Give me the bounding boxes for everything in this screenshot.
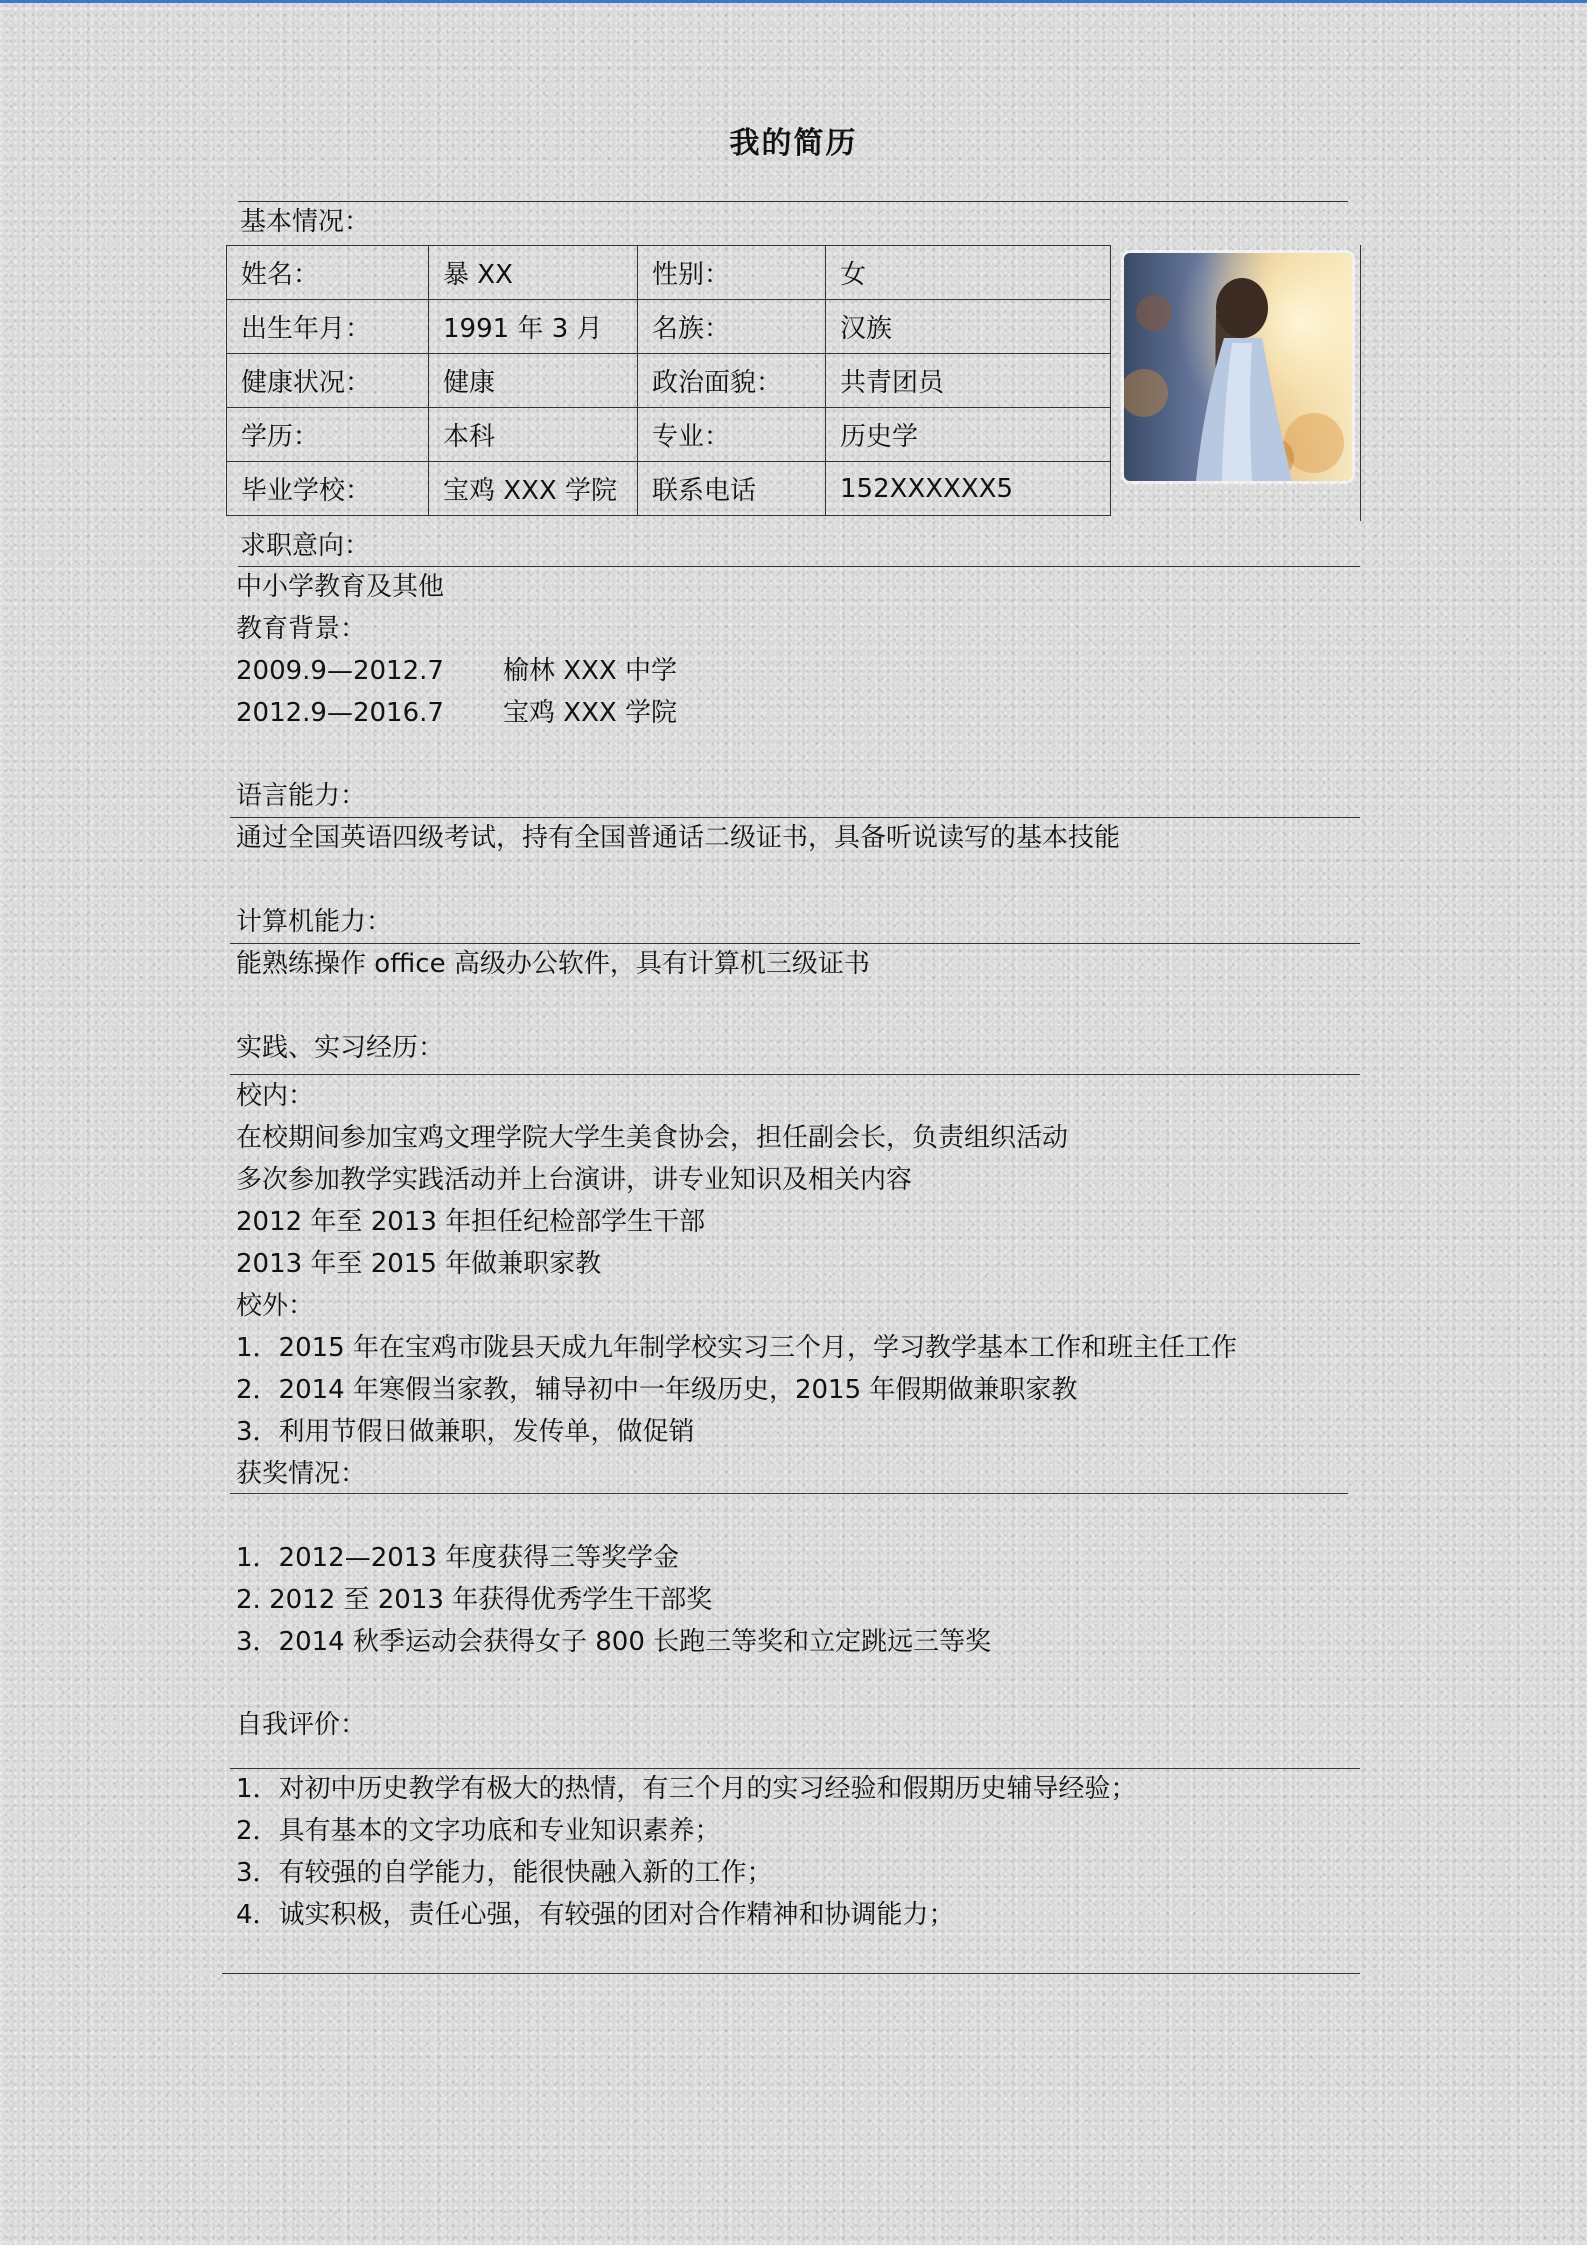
- awards-rule: [230, 1493, 1348, 1494]
- table-row: [227, 354, 1111, 408]
- info-label: 健康状况：: [227, 354, 429, 408]
- basic-info-table: [226, 245, 1111, 516]
- info-label: 姓名：: [227, 246, 429, 300]
- award-item: 3．2014 秋季运动会获得女子 800 长跑三等奖和立定跳远三等奖: [236, 1627, 992, 1657]
- info-label: 毕业学校：: [227, 462, 429, 516]
- info-value: 1991 年 3 月: [429, 300, 638, 354]
- education-school: 榆林 XXX 中学: [503, 656, 677, 686]
- practice-inside-item: 2012 年至 2013 年担任纪检部学生干部: [236, 1207, 706, 1237]
- self-heading: 自我评价：: [236, 1710, 367, 1740]
- table-row: [227, 300, 1111, 354]
- title-rule: [238, 201, 1348, 202]
- info-label: 联系电话: [638, 462, 826, 516]
- practice-outside-item: 3．利用节假日做兼职，发传单，做促销: [236, 1417, 695, 1447]
- practice-inside-heading: 校内：: [236, 1081, 315, 1111]
- practice-rule: [230, 1074, 1360, 1075]
- education-school: 宝鸡 XXX 学院: [503, 698, 677, 728]
- self-item: 4．诚实积极，责任心强，有较强的团对合作精神和协调能力；: [236, 1900, 955, 1930]
- self-rule: [230, 1768, 1360, 1769]
- objective-heading: 求职意向：: [240, 531, 371, 561]
- self-item: 2．具有基本的文字功底和专业知识素养；: [236, 1816, 721, 1846]
- info-label: 性别：: [638, 246, 826, 300]
- table-row: [227, 246, 1111, 300]
- table-row: [227, 408, 1111, 462]
- practice-outside-item: 2．2014 年寒假当家教，辅导初中一年级历史，2015 年假期做兼职家教: [236, 1375, 1078, 1405]
- computer-rule: [230, 943, 1360, 944]
- info-label: 出生年月：: [227, 300, 429, 354]
- practice-outside-heading: 校外：: [236, 1291, 315, 1321]
- info-label: 名族：: [638, 300, 826, 354]
- objective-text: 中小学教育及其他: [236, 572, 445, 602]
- education-period: 2009.9—2012.7: [236, 656, 444, 686]
- self-item: 1．对初中历史教学有极大的热情，有三个月的实习经验和假期历史辅导经验；: [236, 1774, 1137, 1804]
- awards-heading: 获奖情况：: [236, 1459, 367, 1489]
- photo-cell: [1110, 245, 1361, 521]
- info-value: 本科: [429, 408, 638, 462]
- language-rule: [230, 817, 1360, 818]
- info-value: 152XXXXXX5: [826, 462, 1111, 516]
- practice-inside-item: 在校期间参加宝鸡文理学院大学生美食协会，担任副会长，负责组织活动: [236, 1123, 1069, 1153]
- self-item: 3．有较强的自学能力，能很快融入新的工作；: [236, 1858, 773, 1888]
- education-period: 2012.9—2016.7: [236, 698, 444, 728]
- computer-text: 能熟练操作 office 高级办公软件，具有计算机三级证书: [236, 949, 870, 979]
- practice-outside-item: 1．2015 年在宝鸡市陇县天成九年制学校实习三个月，学习教学基本工作和班主任工作: [236, 1333, 1237, 1363]
- language-heading: 语言能力：: [236, 781, 367, 811]
- info-value: 宝鸡 XXX 学院: [429, 462, 638, 516]
- bottom-rule: [222, 1973, 1360, 1974]
- info-value: 汉族: [826, 300, 1111, 354]
- info-value: 健康: [429, 354, 638, 408]
- basic-heading: 基本情况：: [240, 207, 371, 237]
- award-item: 2. 2012 至 2013 年获得优秀学生干部奖: [236, 1585, 713, 1615]
- education-heading: 教育背景：: [236, 614, 367, 644]
- info-value: 暴 XX: [429, 246, 638, 300]
- profile-photo: [1124, 253, 1352, 481]
- table-row: [227, 462, 1111, 516]
- info-label: 专业：: [638, 408, 826, 462]
- page-title: 我的简历: [729, 126, 858, 161]
- language-text: 通过全国英语四级考试，持有全国普通话二级证书，具备听说读写的基本技能: [236, 823, 1121, 853]
- info-label: 学历：: [227, 408, 429, 462]
- practice-inside-item: 多次参加教学实践活动并上台演讲，讲专业知识及相关内容: [236, 1165, 913, 1195]
- info-value: 历史学: [826, 408, 1111, 462]
- info-label: 政治面貌：: [638, 354, 826, 408]
- objective-rule: [238, 566, 1360, 567]
- award-item: 1．2012—2013 年度获得三等奖学金: [236, 1543, 680, 1573]
- computer-heading: 计算机能力：: [236, 907, 393, 937]
- practice-heading: 实践、实习经历：: [236, 1033, 445, 1063]
- info-value: 女: [826, 246, 1111, 300]
- practice-inside-item: 2013 年至 2015 年做兼职家教: [236, 1249, 602, 1279]
- info-value: 共青团员: [826, 354, 1111, 408]
